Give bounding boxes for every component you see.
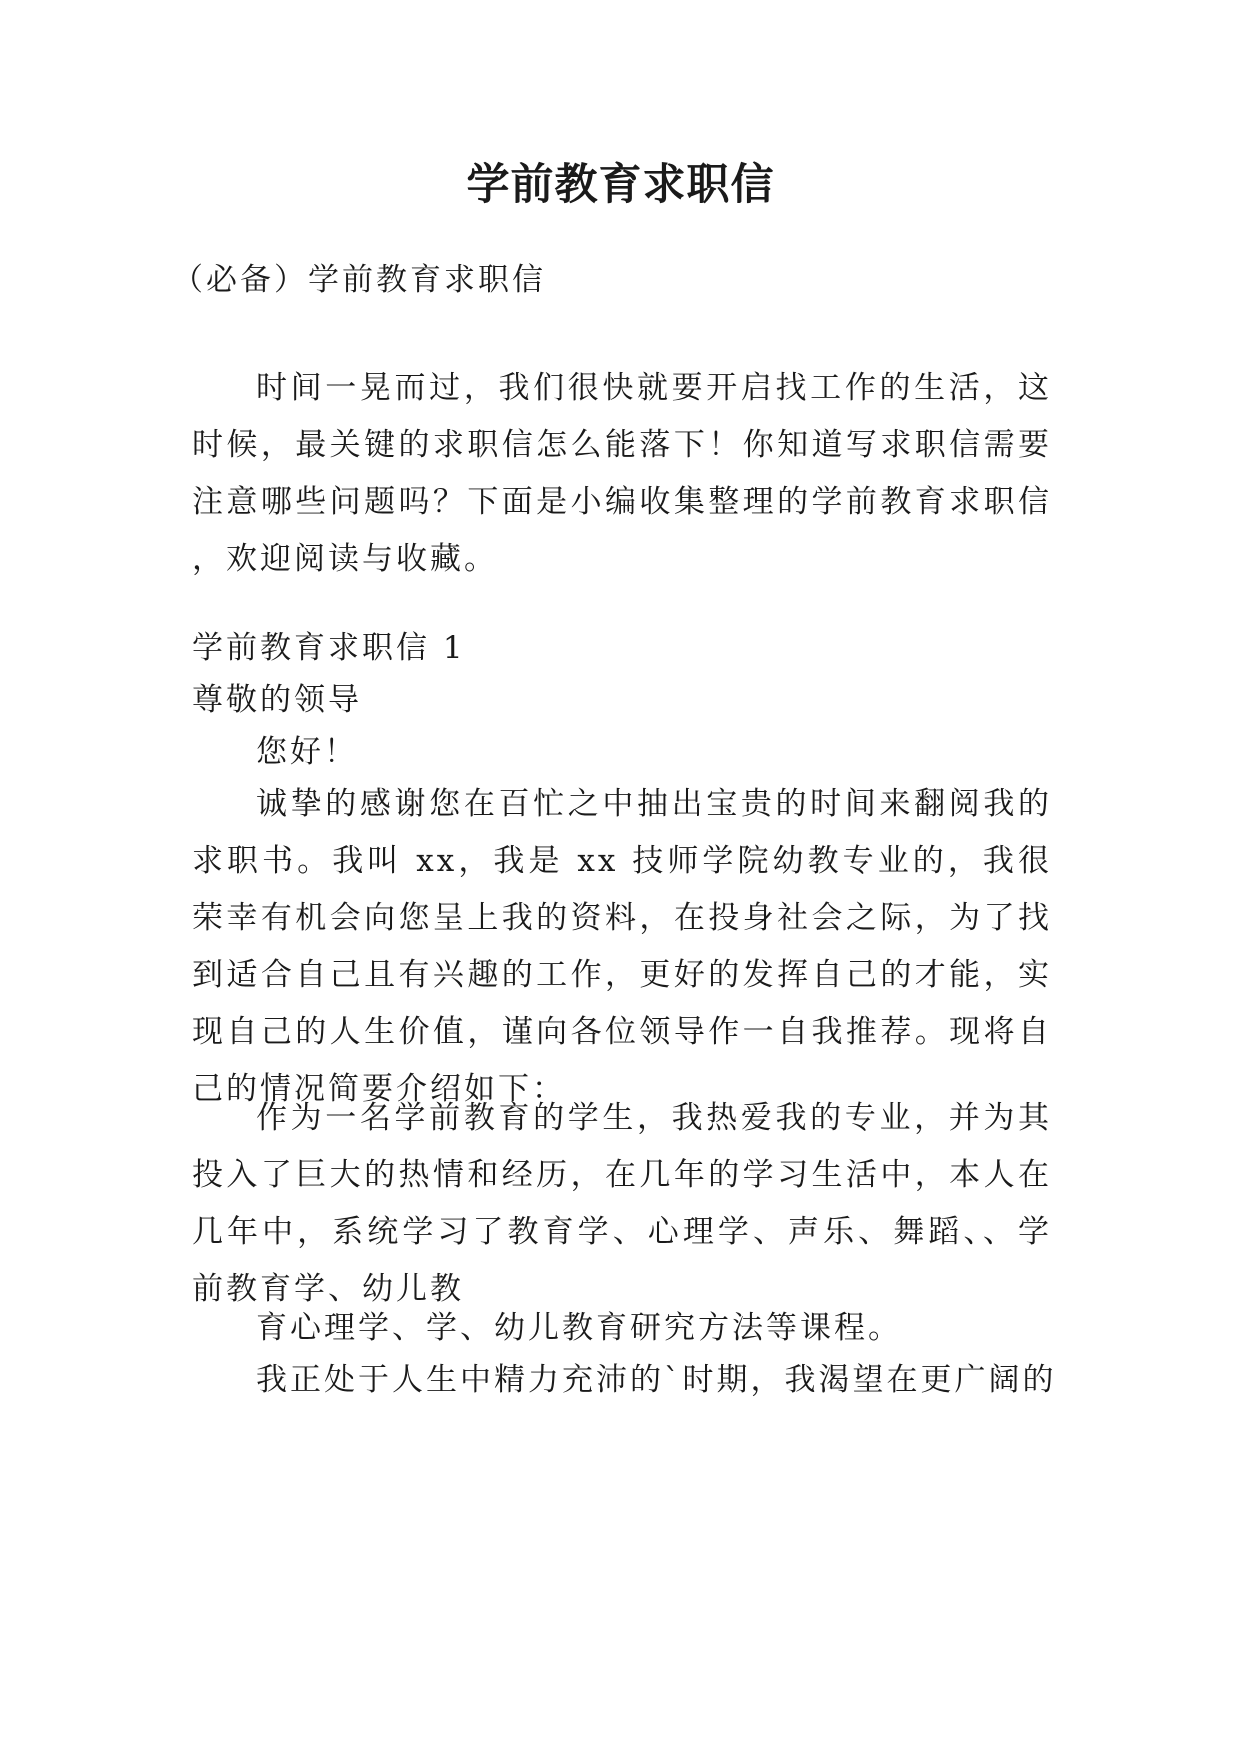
body-paragraph-1: 诚挚的感谢您在百忙之中抽出宝贵的时间来翻阅我的求职书。我叫 xx，我是 xx 技师学院幼教专业的，我很荣幸有机会向您呈上我的资料，在投身社会之际，为了找到适合自己且有兴趣的工作，更好的发挥自己的才能，实现自己的人生价值，谨向各位领导作一自我推荐。现将自己的情况简要介绍如下：	[192, 786, 1052, 1107]
body-paragraph-4: 我正处于人生中精力充沛的`时期，我渴望在更广阔的	[256, 1362, 1057, 1398]
greeting: 您好！	[256, 734, 358, 770]
section-heading: 学前教育求职信 1	[192, 630, 466, 666]
document-subtitle: （必备）学前教育求职信	[172, 262, 546, 298]
body-paragraph-3: 育心理学、学、幼儿教育研究方法等课程。	[256, 1310, 902, 1346]
intro-paragraph: 时间一晃而过，我们很快就要开启找工作的生活，这时候，最关键的求职信怎么能落下！你知道写求职信需要注意哪些问题吗？下面是小编收集整理的学前教育求职信 ，欢迎阅读与收藏。	[192, 370, 1052, 577]
salutation: 尊敬的领导	[192, 682, 362, 718]
document-title: 学前教育求职信	[466, 160, 775, 210]
body-paragraph-2: 作为一名学前教育的学生，我热爱我的专业，并为其投入了巨大的热情和经历，在几年的学习生活中，本人在几年中，系统学习了教育学、心理学、声乐、舞蹈、、学前教育学、幼儿教	[192, 1100, 1052, 1307]
